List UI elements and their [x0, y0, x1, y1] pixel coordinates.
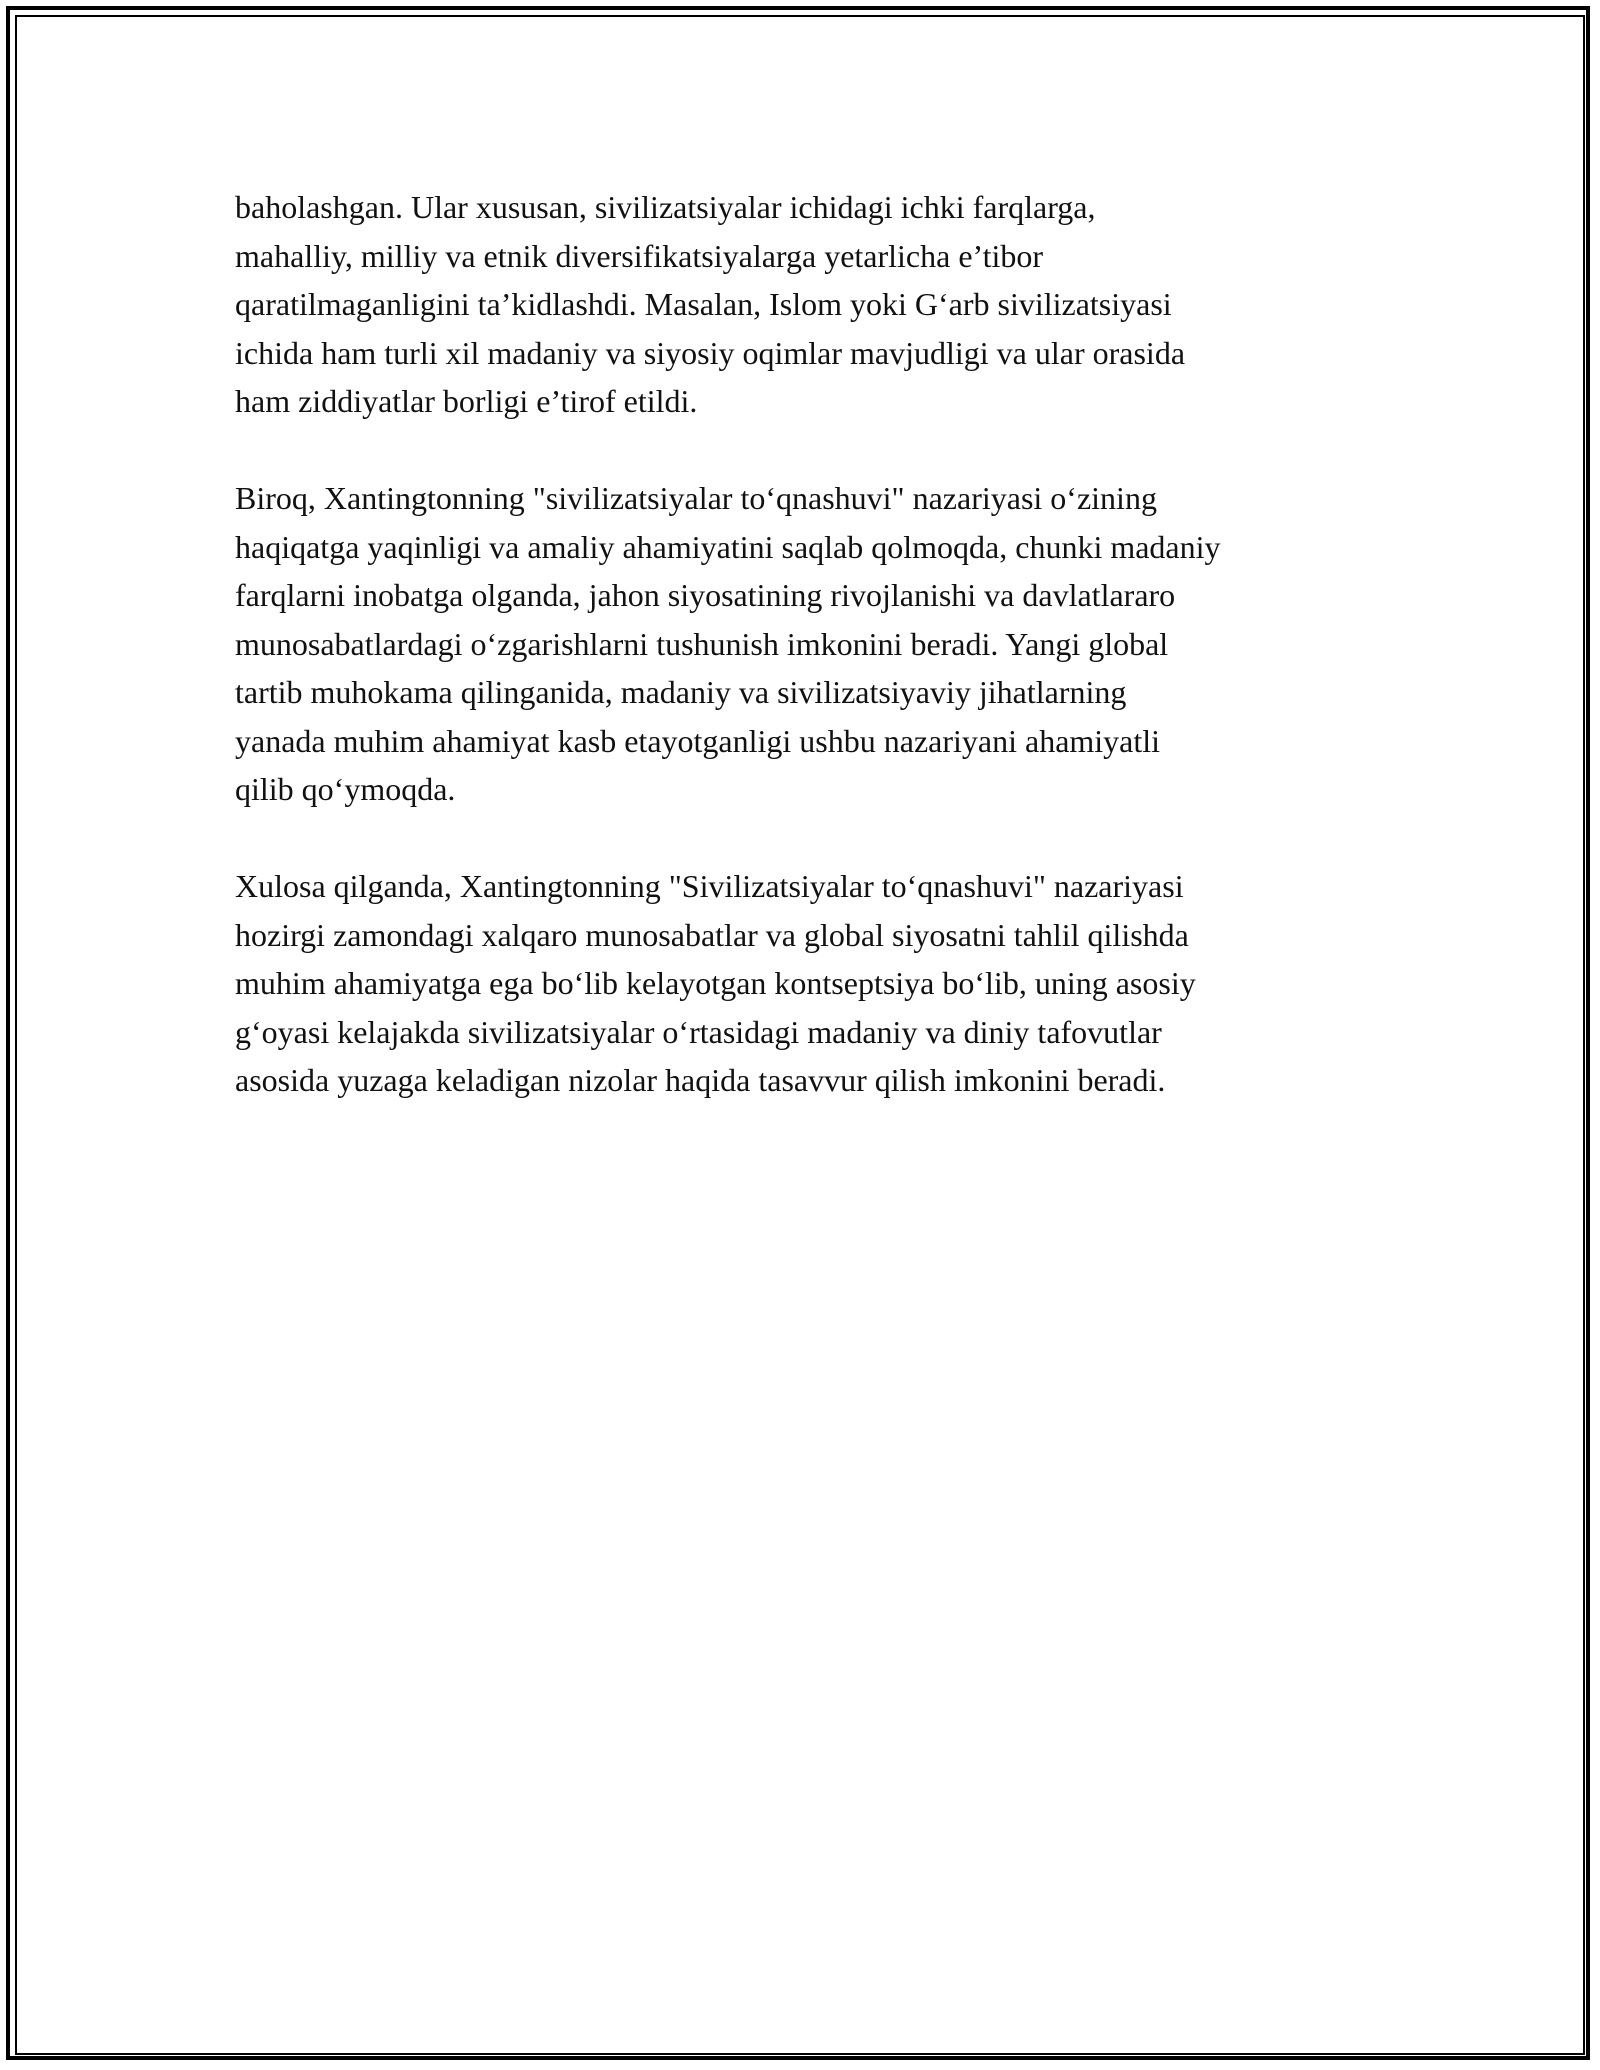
- text-line: ichida ham turli xil madaniy va siyosiy oqimlar mavjudligi va ular orasida: [235, 334, 1186, 371]
- text-line: muhim ahamiyatga ega bo‘lib kelayotgan kontseptsiya bo‘lib, uning asosiy: [235, 965, 1196, 1001]
- text-line: g‘oyasi kelajakda sivilizatsiyalar o‘rtasidagi madaniy va diniy tafovutlar: [235, 1013, 1162, 1050]
- text-line: munosabatlardagi o‘zgarishlarni tushunish imkonini beradi. Yangi global: [235, 625, 1169, 662]
- text-line: asosida yuzaga keladigan nizolar haqida tasavvur qilish imkonini beradi.: [235, 1062, 1166, 1098]
- text-line: baholashgan. Ular xususan, sivilizatsiyalar ichidagi ichki farqlarga,: [235, 189, 1096, 225]
- text-line: qaratilmaganligini ta’kidlashdi. Masalan, Islom yoki G‘arb sivilizatsiyasi: [235, 286, 1172, 322]
- text-line: qilib qo‘ymoqda.: [235, 771, 456, 807]
- text-line: ham ziddiyatlar borligi e’tirof etildi.: [235, 383, 698, 419]
- text-line: hozirgi zamondagi xalqaro munosabatlar va global siyosatni tahlil qilishda: [235, 916, 1189, 953]
- paragraph-1: [235, 183, 1375, 426]
- text-line: mahalliy, milliy va etnik diversifikatsiyalarga yetarlicha e’tibor: [235, 237, 1044, 274]
- document-body: [235, 183, 1375, 1153]
- paragraph-3: [235, 862, 1375, 1105]
- text-line: yanada muhim ahamiyat kasb etayotganligi ushbu nazariyani ahamiyatli: [235, 722, 1161, 759]
- text-line: Biroq, Xantingtonning "sivilizatsiyalar to‘qnashuvi" nazariyasi o‘zining: [235, 480, 1157, 516]
- text-line: Xulosa qilganda, Xantingtonning "Sivilizatsiyalar to‘qnashuvi" nazariyasi: [235, 868, 1184, 904]
- text-line: tartib muhokama qilinganida, madaniy va sivilizatsiyaviy jihatlarning: [235, 674, 1127, 710]
- text-line: farqlarni inobatga olganda, jahon siyosatining rivojlanishi va davlatlararo: [235, 577, 1176, 613]
- paragraph-2: [235, 474, 1375, 814]
- text-line: haqiqatga yaqinligi va amaliy ahamiyatini saqlab qolmoqda, chunki madaniy: [235, 528, 1221, 565]
